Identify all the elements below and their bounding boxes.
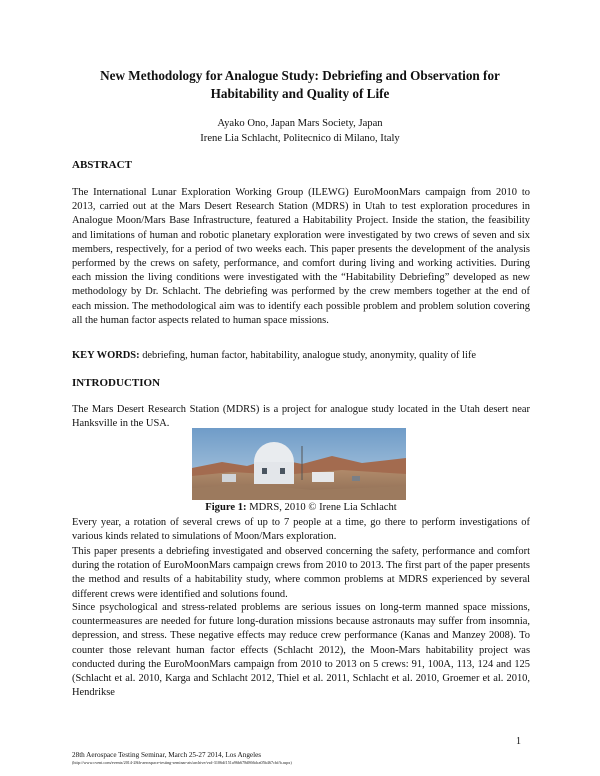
mdrs-photo-image <box>192 428 406 500</box>
figure-caption-text: MDRS, 2010 © Irene Lia Schlacht <box>249 502 397 513</box>
author-block <box>60 116 540 146</box>
intro-paragraph-1: The Mars Desert Research Station (MDRS) is a project for analogue study located in the Utah desert near Hanksville in the USA. <box>72 404 530 430</box>
figure-caption <box>72 501 530 515</box>
title-line-1: New Methodology for Analogue Study: Debriefing and Observation for <box>100 68 500 83</box>
author-1: Ayako Ono, Japan Mars Society, Japan <box>217 118 383 129</box>
introduction-heading: INTRODUCTION <box>72 377 161 389</box>
intro-paragraph-3: This paper presents a debriefing investigated and observed concerning the safety, performance and comfort during the rotation of EuroMoonMars campaign crews from 2010 to 2013. The first part of the paper presents the method and results of a habitability study, where common problems at MDRS experienced by several different crews were identified and solutions found. <box>72 546 530 600</box>
abstract-text: The International Lunar Exploration Working Group (ILEWG) EuroMoonMars campaign from 2010 to 2013, carried out at the Mars Desert Research Station (MDRS) in Utah to test exploration procedures in Analogue Moon/Mars Base Infrastructure, featured a Habitability Project. Inside the station, the feasibility and limitations of human and robotic planetary exploration were investigated by two crews of seven and six members, respectively, for a period of two weeks each. This paper presents the development of the analysis performed by the crews on safety, performance, and comfort during living and working activities. During each mission the living conditions were investigated with the “Habitability Debriefing” developed as new methodology by Dr. Schlacht. The debriefing was performed by the crew members together at the end of each mission. The methodological aim was to identify each possible problem and problem solution covering all the human factor aspects related to human space missions. <box>72 187 530 326</box>
keywords <box>72 349 530 363</box>
page-number: 1 <box>516 736 521 747</box>
figure-label: Figure 1: <box>205 502 247 513</box>
intro-paragraph-2: Every year, a rotation of several crews of up to 7 people at a time, go there to perform investigations of various kinds related to simulations of Moon/Mars exploration. <box>72 517 530 543</box>
intro-paragraph-4: Since psychological and stress-related problems are serious issues on long-term manned space missions, countermeasures are needed for future long-duration missions because astronauts may suffer from insomnia, depression, and stress. These negative effects may reduce crew performance (Kanas and Manzey 2008). To counter those relevant human factor effects (Schlacht 2012), the Moon-Mars habitability project was conducted during the EuroMoonMars campaign from 2010 to 2013 on 5 crews: 91, 100A, 113, 124 and 125 (Schlacht et al. 2010, Karga and Schlacht 2012, Thiel et al. 2011, Schlacht et al. 2010, Groemer et al. 2010, Hendrikse <box>72 602 530 699</box>
abstract-heading: ABSTRACT <box>72 159 132 171</box>
footer-conference: 28th Aerospace Testing Seminar, March 25-27 2014, Los Angeles <box>72 751 262 759</box>
keywords-text: debriefing, human factor, habitability, analogue study, anonymity, quality of life <box>142 350 476 361</box>
mdrs-photo <box>192 428 406 500</box>
keywords-label: KEY WORDS: <box>72 350 140 361</box>
paper-title <box>60 67 540 103</box>
footer-url: (http://www.cvent.com/events/2014-28th-aerospace-testing-seminar-ats/archive/vsd-3106df151a96b678d866dca05b467cbf/b.aspx) <box>72 760 292 765</box>
author-2: Irene Lia Schlacht, Politecnico di Milano, Italy <box>200 133 400 144</box>
title-line-2: Habitability and Quality of Life <box>210 86 390 101</box>
